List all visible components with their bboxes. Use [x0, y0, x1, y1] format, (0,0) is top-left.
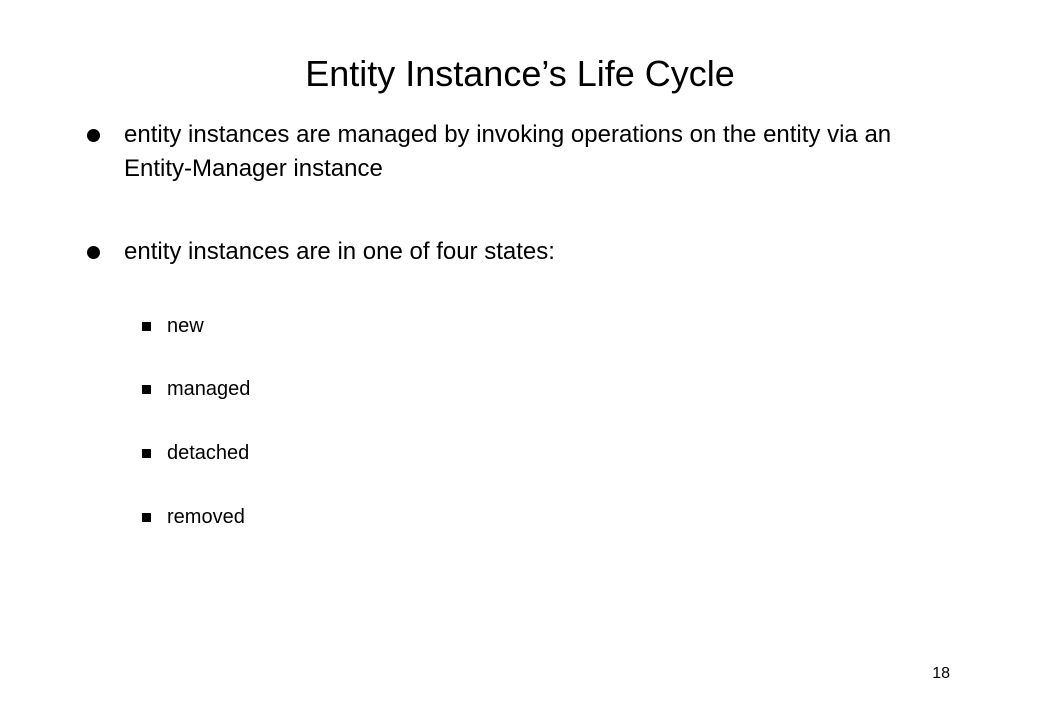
bullet-dot-icon	[87, 129, 100, 142]
square-bullet-icon	[142, 513, 151, 522]
state-label: managed	[167, 378, 251, 400]
state-item-removed	[142, 504, 245, 530]
bullet-item	[87, 235, 947, 269]
state-label: new	[167, 315, 204, 337]
state-item-new	[142, 313, 204, 339]
square-bullet-icon	[142, 385, 151, 394]
bullet-text: entity instances are managed by invoking operations on the entity via an Entity-Manager instance	[124, 121, 892, 182]
page-number: 18	[932, 665, 950, 682]
bullet-dot-icon	[87, 246, 100, 259]
bullet-item	[87, 118, 947, 186]
state-item-detached	[142, 440, 249, 466]
slide-title: Entity Instance’s Life Cycle	[305, 53, 735, 94]
square-bullet-icon	[142, 449, 151, 458]
state-label: detached	[167, 442, 250, 464]
square-bullet-icon	[142, 322, 151, 331]
bullet-text: entity instances are in one of four states:	[124, 238, 555, 265]
state-item-managed	[142, 376, 250, 402]
state-label: removed	[167, 506, 245, 528]
